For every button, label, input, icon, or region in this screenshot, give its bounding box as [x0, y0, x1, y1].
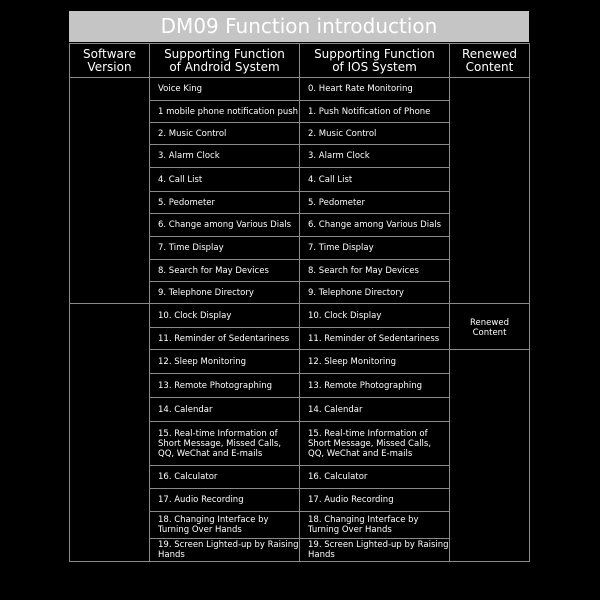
android-cell: 15. Real-time Information of Short Message, Missed Calls, QQ, WeChat and E-mails	[150, 422, 300, 466]
android-cell: 16. Calculator	[150, 466, 300, 489]
android-cell: 13. Remote Photographing	[150, 374, 300, 398]
header-android	[150, 44, 300, 78]
renewed-note-line2: Content	[472, 328, 507, 338]
ios-cell: 16. Calculator	[300, 466, 450, 489]
android-cell: 3. Alarm Clock	[150, 145, 300, 168]
software-version-cell-1	[70, 78, 150, 304]
header-software-version	[70, 44, 150, 78]
header-software-line2: Version	[87, 59, 132, 74]
ios-cell: 12. Sleep Monitoring	[300, 350, 450, 374]
function-table	[69, 43, 530, 562]
header-ios	[300, 44, 450, 78]
header-renewed	[450, 44, 530, 78]
table-row	[70, 78, 530, 101]
android-cell: 8. Search for May Devices	[150, 260, 300, 282]
ios-cell: 2. Music Control	[300, 123, 450, 145]
ios-cell: 1. Push Notification of Phone	[300, 101, 450, 123]
android-cell: 17. Audio Recording	[150, 489, 300, 512]
android-cell: 14. Calendar	[150, 398, 300, 422]
android-cell: 6. Change among Various Dials	[150, 214, 300, 237]
ios-cell: 5. Pedometer	[300, 192, 450, 214]
android-cell: 4. Call List	[150, 168, 300, 192]
renewed-cell-1	[450, 78, 530, 304]
renewed-cell-2	[450, 350, 530, 562]
ios-cell: 4. Call List	[300, 168, 450, 192]
header-row	[70, 44, 530, 78]
header-android-line2: of Android System	[169, 59, 280, 74]
android-cell: 12. Sleep Monitoring	[150, 350, 300, 374]
header-renewed-line1: Renewed	[462, 46, 517, 61]
ios-cell: 9. Telephone Directory	[300, 282, 450, 304]
table-row	[70, 304, 530, 328]
header-ios-line2: of IOS System	[332, 59, 417, 74]
android-cell: 18. Changing Interface by Turning Over Hands	[150, 512, 300, 539]
ios-cell: 13. Remote Photographing	[300, 374, 450, 398]
android-cell: 2. Music Control	[150, 123, 300, 145]
renewed-content-note	[450, 304, 530, 350]
ios-cell: 3. Alarm Clock	[300, 145, 450, 168]
android-cell: 11. Reminder of Sedentariness	[150, 328, 300, 350]
software-version-cell-2	[70, 304, 150, 562]
ios-cell: 7. Time Display	[300, 237, 450, 260]
ios-cell: 10. Clock Display	[300, 304, 450, 328]
page-title: DM09 Function introduction	[69, 11, 529, 42]
android-cell: 9. Telephone Directory	[150, 282, 300, 304]
ios-cell: 18. Changing Interface by Turning Over Hands	[300, 512, 450, 539]
renewed-note-line1: Renewed	[470, 318, 509, 328]
android-cell: 19. Screen Lighted-up by Raising Hands	[150, 539, 300, 562]
ios-cell: 11. Reminder of Sedentariness	[300, 328, 450, 350]
header-renewed-line2: Content	[465, 59, 514, 74]
ios-cell: 17. Audio Recording	[300, 489, 450, 512]
android-cell: 1 mobile phone notification push	[150, 101, 300, 123]
android-cell: 5. Pedometer	[150, 192, 300, 214]
ios-cell: 14. Calendar	[300, 398, 450, 422]
header-ios-line1: Supporting Function	[314, 46, 435, 61]
android-cell: 7. Time Display	[150, 237, 300, 260]
header-android-line1: Supporting Function	[164, 46, 285, 61]
ios-cell: 8. Search for May Devices	[300, 260, 450, 282]
android-cell: Voice King	[150, 78, 300, 101]
android-cell: 10. Clock Display	[150, 304, 300, 328]
ios-cell: 19. Screen Lighted-up by Raising Hands	[300, 539, 450, 562]
ios-cell: 0. Heart Rate Monitoring	[300, 78, 450, 101]
ios-cell: 6. Change among Various Dials	[300, 214, 450, 237]
header-software-line1: Software	[83, 46, 136, 61]
ios-cell: 15. Real-time Information of Short Message, Missed Calls, QQ, WeChat and E-mails	[300, 422, 450, 466]
